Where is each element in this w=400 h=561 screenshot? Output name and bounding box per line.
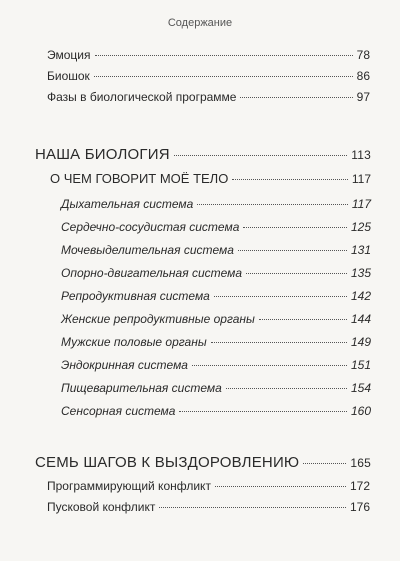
toc-entry-page: 144 xyxy=(350,312,371,326)
toc-entry-page: 131 xyxy=(350,243,371,257)
toc-subentry xyxy=(61,266,371,280)
toc-subentry xyxy=(61,243,371,257)
toc-entry-page: 78 xyxy=(356,48,370,62)
dot-leader xyxy=(174,155,348,156)
toc-chapter-heading xyxy=(50,171,371,186)
toc-entry xyxy=(47,48,370,62)
toc-entry-title: Женские репродуктивные органы xyxy=(61,312,255,326)
toc-entry-title: О ЧЕМ ГОВОРИТ МОЁ ТЕЛО xyxy=(50,171,229,186)
toc-entry-page: 151 xyxy=(350,358,371,372)
toc-entry-title: Опорно-двигательная система xyxy=(61,266,243,280)
toc-entry xyxy=(47,479,370,493)
toc-entry-page: 149 xyxy=(350,335,371,349)
dot-leader xyxy=(214,296,347,297)
toc-entry-title: НАША БИОЛОГИЯ xyxy=(35,146,170,163)
toc-entry-page: 86 xyxy=(356,69,370,83)
dot-leader xyxy=(259,319,347,320)
toc-subentry xyxy=(61,220,371,234)
toc-subentry xyxy=(61,358,371,372)
toc-entry-title: Фазы в биологической программе xyxy=(47,90,237,104)
toc-entry-page: 154 xyxy=(350,381,371,395)
toc-entry-title: Программирующий конфликт xyxy=(47,479,211,493)
toc-entry-page: 117 xyxy=(351,197,371,211)
dot-leader xyxy=(197,204,348,205)
dot-leader xyxy=(159,507,346,508)
toc-entry-page: 117 xyxy=(351,172,371,186)
toc-subentry xyxy=(61,381,371,395)
toc-entry-title: Сенсорная система xyxy=(61,404,176,418)
dot-leader xyxy=(226,388,347,389)
dot-leader xyxy=(238,250,347,251)
toc-entry-page: 113 xyxy=(351,148,371,162)
dot-leader xyxy=(215,486,346,487)
toc-entry-page: 160 xyxy=(350,404,371,418)
toc-entry-page: 97 xyxy=(356,90,370,104)
toc-entry-title: Пищеварительная система xyxy=(61,381,222,395)
toc-part-heading xyxy=(35,454,371,471)
toc-entry-title: Пусковой конфликт xyxy=(47,500,156,514)
toc-entry-title: Репродуктивная система xyxy=(61,289,210,303)
toc-entry-title: Биошок xyxy=(47,69,90,83)
dot-leader xyxy=(246,273,347,274)
dot-leader xyxy=(179,411,347,412)
dot-leader xyxy=(243,227,347,228)
toc-entry-title: Сердечно-сосудистая система xyxy=(61,220,240,234)
toc-entry-page: 125 xyxy=(350,220,371,234)
toc-entry xyxy=(47,500,370,514)
dot-leader xyxy=(94,76,353,77)
toc-part-heading xyxy=(35,146,371,163)
page-header: Содержание xyxy=(167,17,233,29)
toc-entry-page: 176 xyxy=(349,500,370,514)
toc-entry-title: Мужские половые органы xyxy=(61,335,207,349)
toc-entry-title: Эмоция xyxy=(47,48,91,62)
toc-entry-page: 165 xyxy=(350,456,371,470)
dot-leader xyxy=(211,342,347,343)
toc-entry-title: СЕМЬ ШАГОВ К ВЫЗДОРОВЛЕНИЮ xyxy=(35,454,300,471)
dot-leader xyxy=(303,463,346,464)
toc-entry-title: Эндокринная система xyxy=(61,358,188,372)
toc-entry-page: 172 xyxy=(349,479,370,493)
toc-subentry xyxy=(61,289,371,303)
toc-subentry xyxy=(61,335,371,349)
dot-leader xyxy=(192,365,347,366)
dot-leader xyxy=(95,55,353,56)
toc-entry xyxy=(47,69,370,83)
toc-entry xyxy=(47,90,370,104)
dot-leader xyxy=(232,179,348,180)
toc-entry-page: 142 xyxy=(350,289,371,303)
toc-entry-title: Мочевыделительная система xyxy=(61,243,234,257)
toc-entry-title: Дыхательная система xyxy=(61,197,194,211)
toc-subentry xyxy=(61,404,371,418)
toc-subentry xyxy=(61,197,371,211)
dot-leader xyxy=(240,97,352,98)
toc-subentry xyxy=(61,312,371,326)
toc-entry-page: 135 xyxy=(350,266,371,280)
